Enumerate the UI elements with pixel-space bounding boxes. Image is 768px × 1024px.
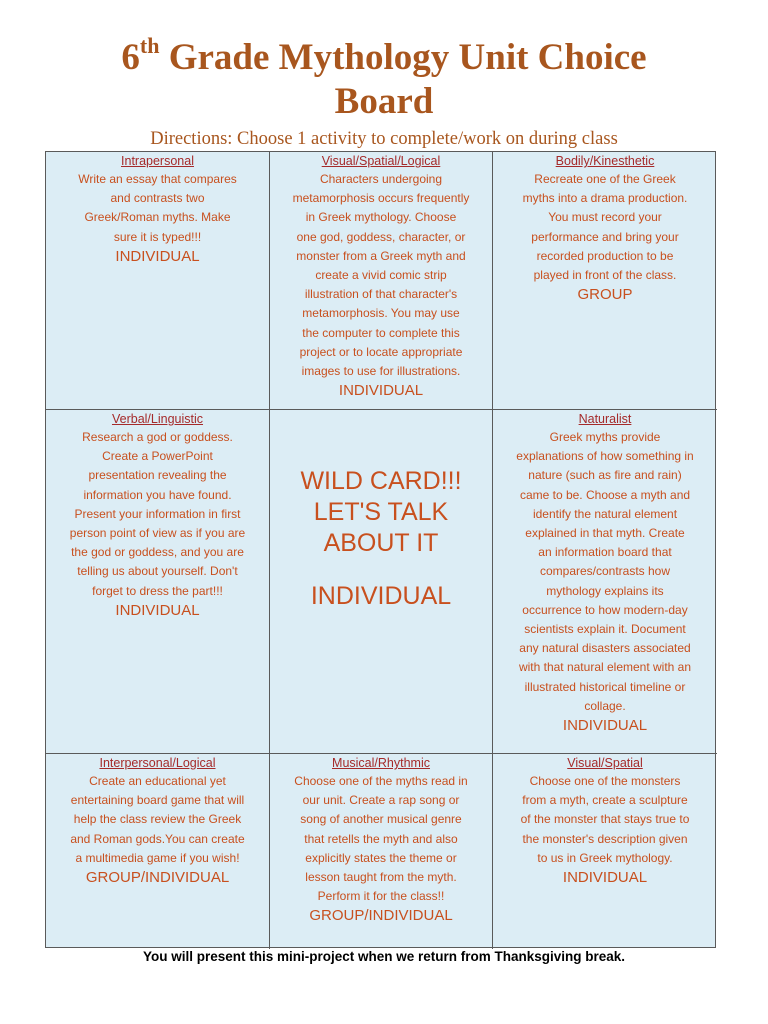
- description-line: images to use for illustrations.: [301, 364, 461, 379]
- wild-card-line: ABOUT IT: [323, 529, 439, 557]
- cell-description: [52, 772, 263, 868]
- description-line: compares/contrasts how: [539, 564, 671, 579]
- page-title: [0, 33, 768, 124]
- description-line: a multimedia game if you wish!: [75, 850, 240, 865]
- cell-description: [276, 170, 486, 381]
- description-line: in Greek mythology. Choose: [305, 210, 457, 225]
- description-line: identify the natural element: [532, 506, 678, 521]
- cell-description: [499, 428, 711, 716]
- cell-description: [52, 170, 263, 247]
- description-line: mythology explains its: [546, 583, 664, 598]
- title-line-1-text: Grade Mythology Unit Choice: [159, 37, 647, 78]
- cell-visual-spatial-logical: [270, 152, 493, 410]
- description-line: project or to locate appropriate: [299, 344, 463, 359]
- cell-verbal-linguistic: [46, 410, 270, 754]
- cell-description: [499, 170, 711, 285]
- choice-board-grid: [45, 151, 716, 948]
- description-line: telling us about yourself. Don't: [77, 564, 238, 579]
- description-line: person point of view as if you are: [69, 526, 246, 541]
- cell-musical-rhythmic: [270, 754, 493, 949]
- description-line: monster from a Greek myth and: [296, 248, 466, 263]
- description-line: Characters undergoing: [319, 172, 443, 186]
- description-line: Choose one of the myths read in: [294, 774, 468, 788]
- description-line: metamorphosis occurs frequently: [292, 191, 470, 206]
- description-line: played in front of the class.: [533, 268, 677, 283]
- description-line: forget to dress the part!!!: [92, 583, 223, 598]
- description-line: one god, goddess, character, or: [296, 229, 466, 244]
- cell-heading: Verbal/Linguistic: [111, 412, 204, 426]
- description-line: explained in that myth. Create: [525, 526, 685, 541]
- cell-group-tag: INDIVIDUAL: [562, 717, 648, 735]
- description-line: the monster's description given: [522, 831, 688, 846]
- description-line: that retells the myth and also: [304, 831, 458, 846]
- cell-heading: Bodily/Kinesthetic: [555, 154, 655, 168]
- description-line: lesson taught from the myth.: [305, 870, 457, 885]
- directions-text: Directions: Choose 1 activity to complete/work on during class: [150, 129, 618, 149]
- description-line: our unit. Create a rap song or: [302, 793, 460, 808]
- description-line: the god or goddess, and you are: [71, 545, 244, 560]
- cell-heading: Visual/Spatial: [567, 756, 643, 770]
- cell-group-tag: GROUP/INDIVIDUAL: [309, 907, 453, 925]
- cell-heading: Naturalist: [578, 412, 632, 426]
- description-line: create a vivid comic strip: [315, 268, 447, 283]
- cell-group-tag: INDIVIDUAL: [562, 869, 648, 887]
- description-line: myths into a drama production.: [522, 191, 688, 206]
- description-line: scientists explain it. Document: [524, 622, 686, 637]
- description-line: of the monster that stays true to: [520, 812, 690, 827]
- description-line: illustrated historical timeline or: [524, 679, 686, 694]
- title-ordinal-suffix: th: [139, 33, 160, 58]
- description-line: performance and bring your: [531, 229, 679, 244]
- cell-group-tag: INDIVIDUAL: [115, 601, 200, 619]
- cell-heading: Interpersonal/Logical: [99, 756, 216, 770]
- description-line: with that natural element with an: [518, 660, 692, 675]
- description-line: came to be. Choose a myth and: [519, 487, 691, 502]
- cell-naturalist: [493, 410, 717, 754]
- description-line: collage.: [584, 698, 626, 713]
- cell-group-tag: GROUP: [577, 286, 633, 304]
- title-line-1: [0, 33, 768, 80]
- wild-card-line: LET'S TALK: [313, 498, 449, 526]
- description-line: metamorphosis. You may use: [302, 306, 460, 321]
- cell-visual-spatial: [493, 754, 717, 949]
- cell-description: [52, 428, 263, 601]
- description-line: Recreate one of the Greek: [534, 172, 676, 186]
- description-line: any natural disasters associated: [519, 641, 691, 656]
- title-line-2: Board: [334, 81, 434, 122]
- cell-heading: Visual/Spatial/Logical: [321, 154, 441, 168]
- cell-group-tag: INDIVIDUAL: [115, 247, 200, 265]
- description-line: explanations of how something in: [516, 449, 694, 464]
- cell-wild-card: [270, 410, 493, 754]
- description-line: Choose one of the monsters: [529, 774, 681, 788]
- description-line: the computer to complete this: [302, 325, 460, 340]
- description-line: to us in Greek mythology.: [537, 850, 673, 865]
- description-line: recorded production to be: [536, 248, 674, 263]
- description-line: Perform it for the class!!: [317, 889, 445, 904]
- description-line: explicitly states the theme or: [305, 850, 457, 865]
- description-line: and contrasts two: [110, 191, 205, 206]
- cell-group-tag: INDIVIDUAL: [338, 382, 424, 400]
- description-line: an information board that: [538, 545, 672, 560]
- description-line: Greek/Roman myths. Make: [84, 210, 231, 225]
- description-line: help the class review the Greek: [73, 812, 242, 827]
- cell-intrapersonal: [46, 152, 270, 410]
- description-line: song of another musical genre: [300, 812, 462, 827]
- cell-group-tag: INDIVIDUAL: [310, 582, 452, 610]
- title-ordinal-number: 6: [121, 37, 140, 78]
- description-line: nature (such as fire and rain): [528, 468, 682, 483]
- cell-bodily-kinesthetic: [493, 152, 717, 410]
- description-line: information you have found.: [83, 487, 232, 502]
- description-line: Create a PowerPoint: [102, 449, 213, 464]
- description-line: entertaining board game that will: [70, 793, 245, 808]
- cell-heading: Musical/Rhythmic: [332, 756, 430, 770]
- description-line: Write an essay that compares: [78, 172, 237, 186]
- cell-description: [499, 772, 711, 868]
- description-line: Create an educational yet: [89, 774, 226, 788]
- cell-group-tag: GROUP/INDIVIDUAL: [85, 869, 230, 887]
- description-line: Present your information in first: [74, 506, 241, 521]
- description-line: Greek myths provide: [549, 430, 661, 444]
- wild-card-line: WILD CARD!!!: [300, 467, 462, 495]
- description-line: illustration of that character's: [304, 287, 458, 302]
- cell-interpersonal-logical: [46, 754, 270, 949]
- description-line: You must record your: [548, 210, 662, 225]
- cell-description: [276, 772, 486, 906]
- description-line: sure it is typed!!!: [113, 229, 202, 244]
- description-line: presentation revealing the: [88, 468, 227, 483]
- description-line: from a myth, create a sculpture: [522, 793, 688, 808]
- cell-heading: Intrapersonal: [121, 154, 194, 168]
- description-line: occurrence to how modern-day: [522, 602, 688, 617]
- footer-note: You will present this mini-project when we return from Thanksgiving break.: [142, 949, 626, 964]
- description-line: and Roman gods.You can create: [70, 831, 245, 846]
- description-line: Research a god or goddess.: [82, 430, 233, 444]
